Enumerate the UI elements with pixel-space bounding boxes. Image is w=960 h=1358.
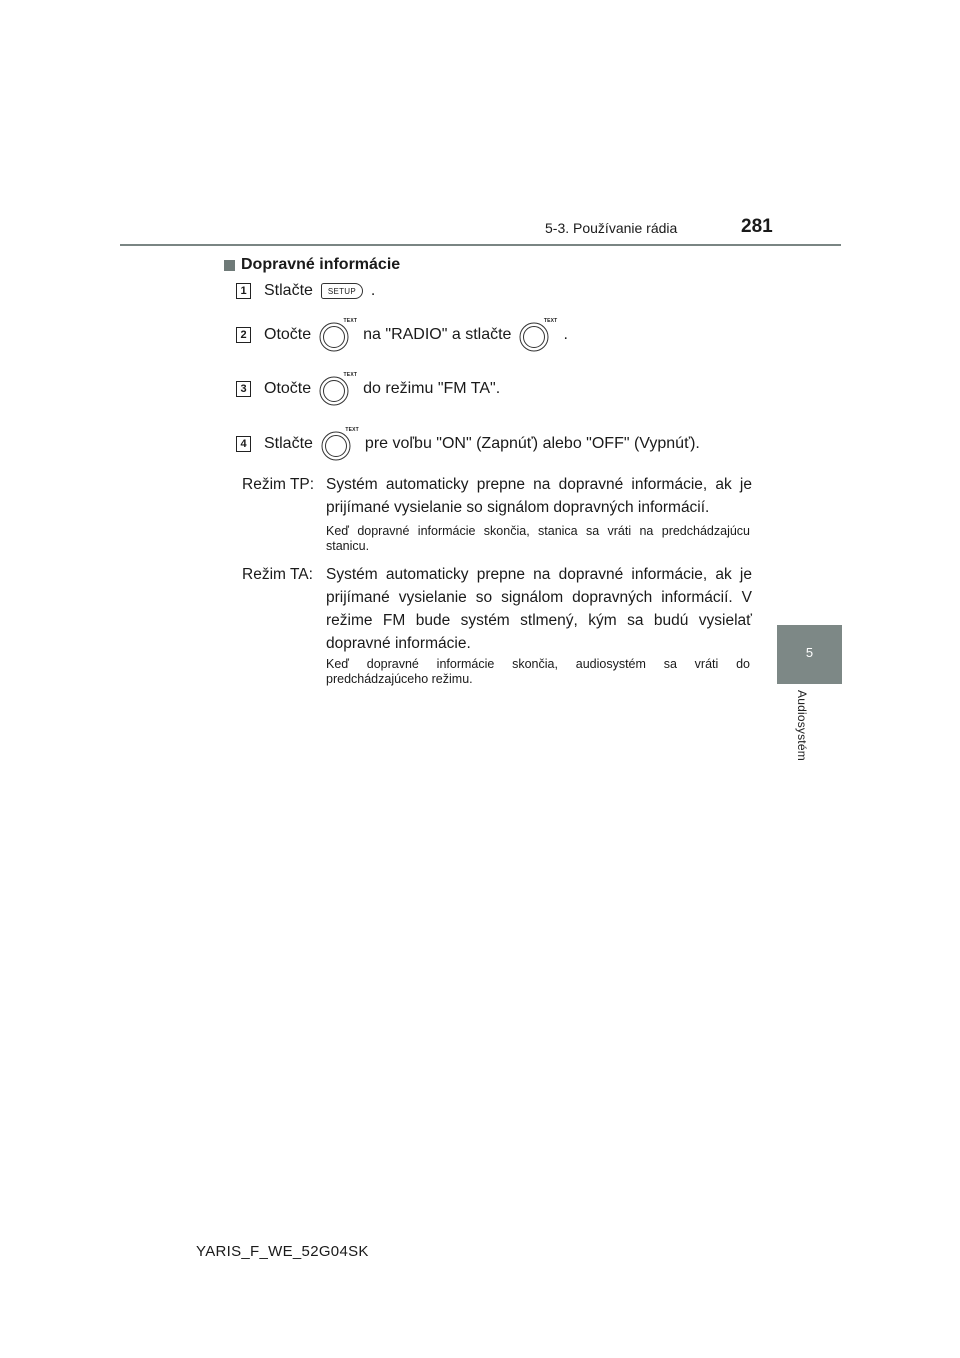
knob-label: TEXT bbox=[345, 427, 359, 433]
mode-description: Systém automaticky prepne na dopravné informácie, ak je prijímané vysielanie so signálom dopravných informácií. bbox=[326, 476, 752, 516]
chapter-tab-label: Audiosystém bbox=[795, 690, 809, 761]
step-number: 1 bbox=[236, 283, 251, 299]
step-text: pre voľbu "ON" (Zapnúť) alebo "OFF" (Vypnúť). bbox=[364, 435, 700, 452]
step-text: . bbox=[563, 326, 568, 343]
step-3 bbox=[236, 372, 504, 406]
step-number: 3 bbox=[236, 381, 251, 397]
page-number: 281 bbox=[741, 216, 773, 237]
mode-term: Režim TA: bbox=[242, 566, 313, 583]
step-number: 2 bbox=[236, 327, 251, 343]
step-text: . bbox=[370, 282, 376, 299]
step-2 bbox=[236, 318, 572, 352]
mode-tp-note: Keď dopravné informácie skončia, stanica sa vráti na predchádzajúcu stanicu. bbox=[326, 524, 750, 553]
step-text: na "RADIO" a stlačte bbox=[363, 326, 512, 343]
tune-knob-icon bbox=[317, 318, 357, 352]
header-rule bbox=[120, 244, 841, 246]
step-text: Stlačte bbox=[264, 435, 313, 452]
knob-label: TEXT bbox=[343, 372, 358, 378]
tune-knob-icon bbox=[319, 427, 359, 461]
mode-ta-note: Keď dopravné informácie skončia, audiosystém sa vráti do predchádzajúceho režimu. bbox=[326, 657, 750, 686]
mode-tp-definition bbox=[242, 473, 752, 519]
square-bullet-icon bbox=[224, 260, 235, 271]
knob-label: TEXT bbox=[343, 318, 358, 324]
section-heading bbox=[224, 256, 400, 274]
chapter-tab bbox=[777, 625, 842, 684]
document-code: YARIS_F_WE_52G04SK bbox=[196, 1243, 369, 1260]
step-1 bbox=[236, 282, 379, 300]
mode-description: Systém automaticky prepne na dopravné informácie, ak je prijímané vysielanie so signálom dopravných informácií. V režime FM bude systém stlmený, kým sa budú vysielať dopravné informácie. bbox=[326, 566, 752, 652]
step-number: 4 bbox=[236, 436, 251, 452]
tune-knob-icon bbox=[317, 372, 357, 406]
mode-term: Režim TP: bbox=[242, 476, 315, 493]
step-text: Otočte bbox=[264, 326, 312, 343]
step-text: Otočte bbox=[264, 380, 312, 397]
knob-label: TEXT bbox=[543, 318, 558, 324]
tune-knob-icon bbox=[517, 318, 557, 352]
section-heading-text: Dopravné informácie bbox=[241, 256, 401, 273]
setup-button-icon: SETUP bbox=[321, 283, 363, 299]
step-text: Stlačte bbox=[264, 282, 313, 299]
chapter-tab-number: 5 bbox=[805, 645, 814, 660]
step-text: do režimu "FM TA". bbox=[363, 380, 501, 397]
mode-ta-definition bbox=[242, 563, 752, 655]
step-4 bbox=[236, 427, 704, 461]
section-title: 5-3. Používanie rádia bbox=[545, 220, 678, 236]
